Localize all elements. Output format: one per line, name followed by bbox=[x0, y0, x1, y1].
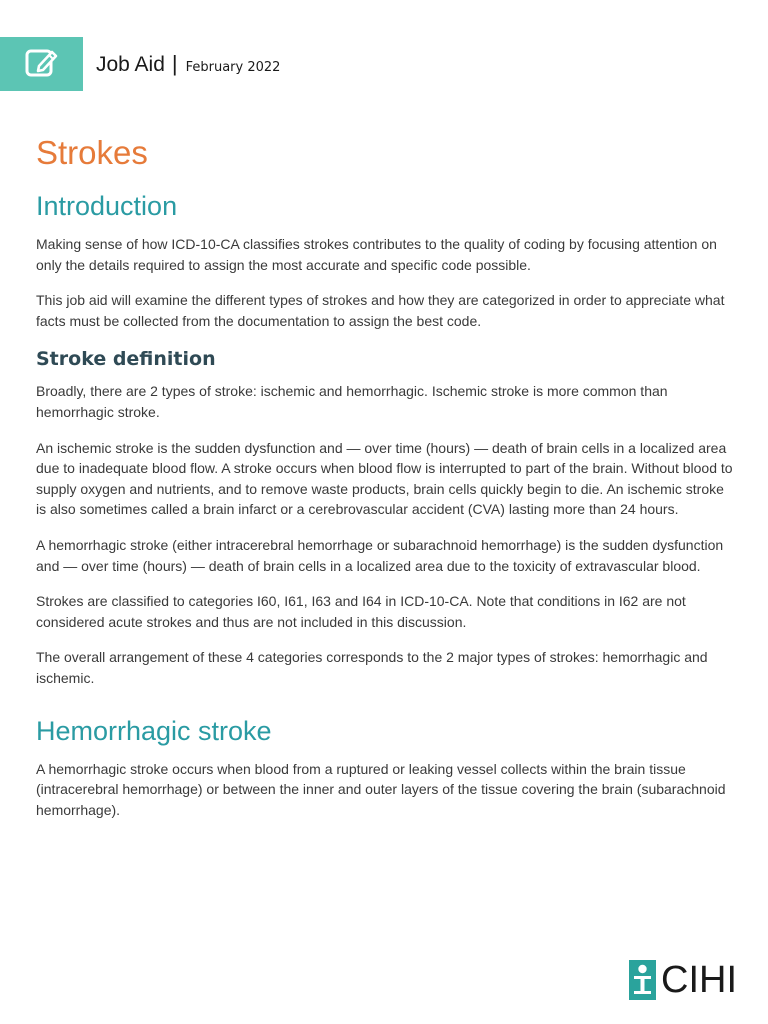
header-separator: | bbox=[171, 51, 178, 76]
introduction-heading: Introduction bbox=[36, 191, 178, 221]
header-date: February 2022 bbox=[185, 60, 281, 75]
cihi-logo-text: CIHI bbox=[661, 959, 737, 1001]
page-header bbox=[0, 37, 280, 91]
header-text bbox=[96, 51, 280, 77]
definition-paragraph: The overall arrangement of these 4 categories corresponds to the 2 major types of strokes: hemorrhagic and ischemic. bbox=[36, 649, 708, 686]
hemorrhagic-paragraph: A hemorrhagic stroke occurs when blood from a ruptured or leaking vessel collects within the brain tissue (intracerebral hemorrhage) or between the inner and outer layers of the tissue covering the brain (subarachnoid hemorrhage). bbox=[36, 760, 726, 818]
cihi-logo-icon bbox=[629, 960, 656, 1000]
doc-type-label: Job Aid bbox=[96, 53, 165, 76]
definition-paragraph: An ischemic stroke is the sudden dysfunction and — over time (hours) — death of brain cells in a localized area due to inadequate blood flow. A stroke occurs when blood flow is interrupted to part of the brain. Without blood to supply oxygen and nutrients, and to remove waste products, brain cells quickly begin to die. An ischemic stroke is also sometimes called a brain infarct or a cerebrovascular accident (CVA) lasting more than 24 hours. bbox=[36, 439, 733, 518]
definition-paragraph: A hemorrhagic stroke (either intracerebral hemorrhage or subarachnoid hemorrhage) is the sudden dysfunction and — over time (hours) — death of brain cells in a localized area due to the toxicity of extravascular blood. bbox=[36, 536, 724, 574]
definition-heading: Stroke definition bbox=[36, 348, 216, 371]
hemorrhagic-heading: Hemorrhagic stroke bbox=[36, 715, 272, 746]
definition-paragraph: Broadly, there are 2 types of stroke: ischemic and hemorrhagic. Ischemic stroke is more common than hemorrhagic stroke. bbox=[36, 383, 668, 420]
definition-paragraph: Strokes are classified to categories I60, I61, I63 and I64 in ICD-10-CA. Note that conditions in I62 are not considered acute strokes and thus are not included in this discussion. bbox=[36, 593, 686, 630]
intro-paragraph: This job aid will examine the different types of strokes and how they are categorized in order to appreciate what facts must be collected from the documentation to assign the best code. bbox=[36, 292, 725, 329]
edit-icon-box bbox=[0, 37, 83, 91]
document-body bbox=[36, 130, 736, 820]
edit-icon bbox=[25, 46, 59, 83]
intro-paragraph: Making sense of how ICD-10-CA classifies strokes contributes to the quality of coding by focusing attention on only the details required to assign the most accurate and specific code possible. bbox=[36, 236, 717, 273]
document-title: Strokes bbox=[36, 134, 148, 171]
cihi-logo bbox=[629, 960, 737, 1000]
